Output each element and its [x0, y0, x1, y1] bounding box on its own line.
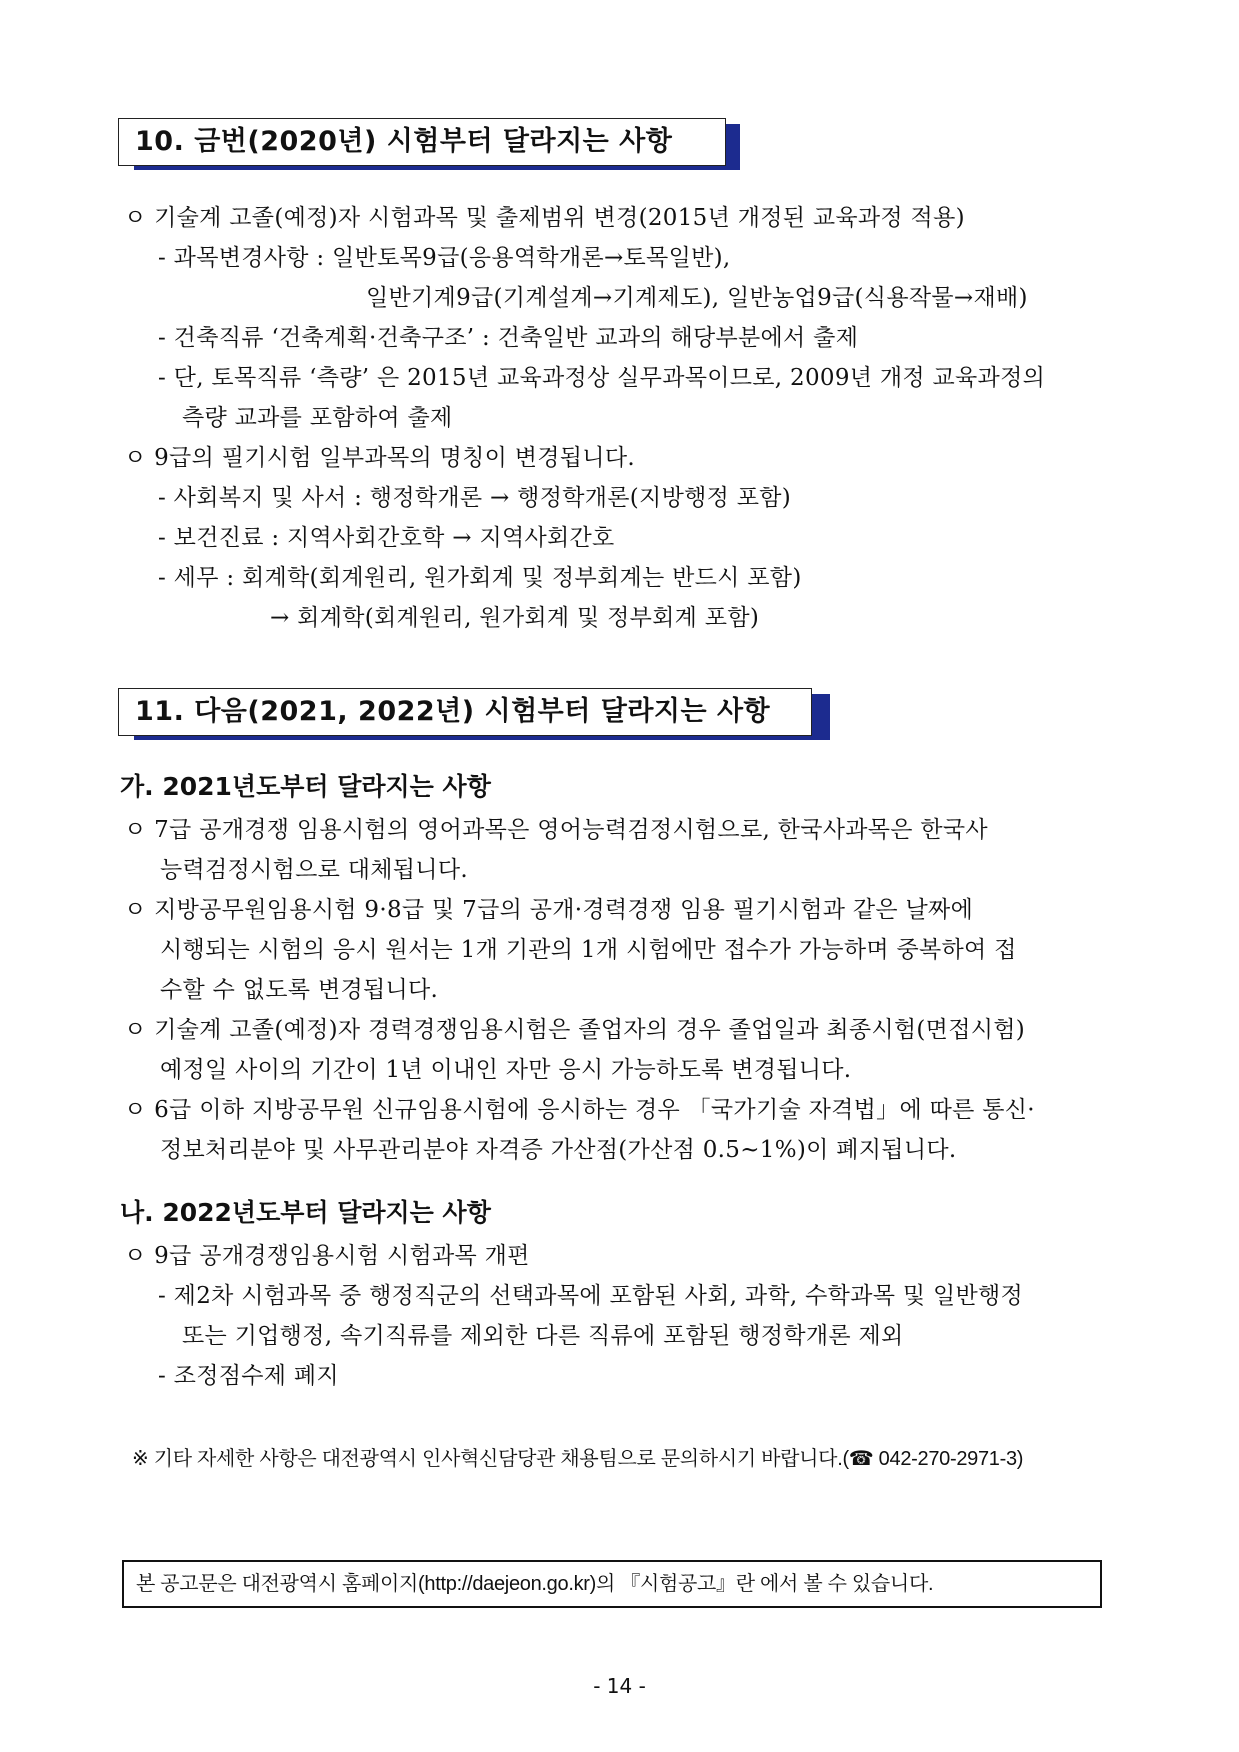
- s11b-line-2: - 제2차 시험과목 중 행정직군의 선택과목에 포함된 사회, 과학, 수학과목 및 일반행정: [158, 1283, 1024, 1309]
- s10-line-4: - 건축직류 ‘건축계획·건축구조’ : 건축일반 교과의 해당부분에서 출제: [158, 325, 859, 351]
- s11a-line-2: 능력검정시험으로 대체됩니다.: [160, 857, 468, 883]
- s10-line-11: → 회계학(회계원리, 원가회계 및 정부회계 포함): [270, 605, 760, 631]
- s11a-line-8: ㅇ 6급 이하 지방공무원 신규임용시험에 응시하는 경우 「국가기술 자격법」에 따른 통신·: [124, 1097, 1035, 1123]
- section10-title: 10. 금번(2020년) 시험부터 달라지는 사항: [118, 118, 726, 166]
- contact-note: ※ 기타 자세한 사항은 대전광역시 인사혁신담당관 채용팀으로 문의하시기 바랍니다.(☎ 042-270-2971-3): [132, 1448, 1024, 1470]
- s11a-line-9: 정보처리분야 및 사무관리분야 자격증 가산점(가산점 0.5~1%)이 폐지됩니다.: [160, 1137, 957, 1163]
- s10-line-3: 일반기계9급(기계설계→기계제도), 일반농업9급(식용작물→재배): [366, 285, 1028, 311]
- s11b-line-1: ㅇ 9급 공개경쟁임용시험 시험과목 개편: [124, 1243, 530, 1269]
- s10-line-6: 측량 교과를 포함하여 출제: [182, 405, 453, 431]
- s11b-line-3: 또는 기업행정, 속기직류를 제외한 다른 직류에 포함된 행정학개론 제외: [182, 1323, 904, 1349]
- s11b-line-4: - 조정점수제 폐지: [158, 1363, 339, 1389]
- s10-line-7: ㅇ 9급의 필기시험 일부과목의 명칭이 변경됩니다.: [124, 445, 635, 471]
- s10-line-1: ㅇ 기술계 고졸(예정)자 시험과목 및 출제범위 변경(2015년 개정된 교육과정 적용): [124, 205, 965, 231]
- s11a-line-4: 시행되는 시험의 응시 원서는 1개 기관의 1개 시험에만 접수가 가능하며 중복하여 접: [160, 937, 1017, 963]
- footer-notice: 본 공고문은 대전광역시 홈페이지(http://daejeon.go.kr)의 『시험공고』란 에서 볼 수 있습니다.: [122, 1560, 1102, 1608]
- page-number: - 14 -: [593, 1674, 646, 1698]
- s11a-line-5: 수할 수 없도록 변경됩니다.: [160, 977, 439, 1003]
- s10-line-9: - 보건진료 : 지역사회간호학 → 지역사회간호: [158, 525, 615, 551]
- s11a-line-7: 예정일 사이의 기간이 1년 이내인 자만 응시 가능하도록 변경됩니다.: [160, 1057, 852, 1083]
- section11-title: 11. 다음(2021, 2022년) 시험부터 달라지는 사항: [118, 688, 812, 736]
- s10-line-2: - 과목변경사항 : 일반토목9급(응용역학개론→토목일반),: [158, 245, 731, 271]
- sub-b-title: 나. 2022년도부터 달라지는 사항: [120, 1198, 491, 1227]
- s11a-line-6: ㅇ 기술계 고졸(예정)자 경력경쟁임용시험은 졸업자의 경우 졸업일과 최종시험(면접시험): [124, 1017, 1026, 1043]
- s10-line-10: - 세무 : 회계학(회계원리, 원가회계 및 정부회계는 반드시 포함): [158, 565, 802, 591]
- s11a-line-3: ㅇ 지방공무원임용시험 9·8급 및 7급의 공개·경력경쟁 임용 필기시험과 같은 날짜에: [124, 897, 974, 923]
- s10-line-8: - 사회복지 및 사서 : 행정학개론 → 행정학개론(지방행정 포함): [158, 485, 792, 511]
- sub-a-title: 가. 2021년도부터 달라지는 사항: [120, 772, 491, 801]
- s11a-line-1: ㅇ 7급 공개경쟁 임용시험의 영어과목은 영어능력검정시험으로, 한국사과목은 한국사: [124, 817, 988, 843]
- s10-line-5: - 단, 토목직류 ‘측량’ 은 2015년 교육과정상 실무과목이므로, 2009년 개정 교육과정의: [158, 365, 1046, 391]
